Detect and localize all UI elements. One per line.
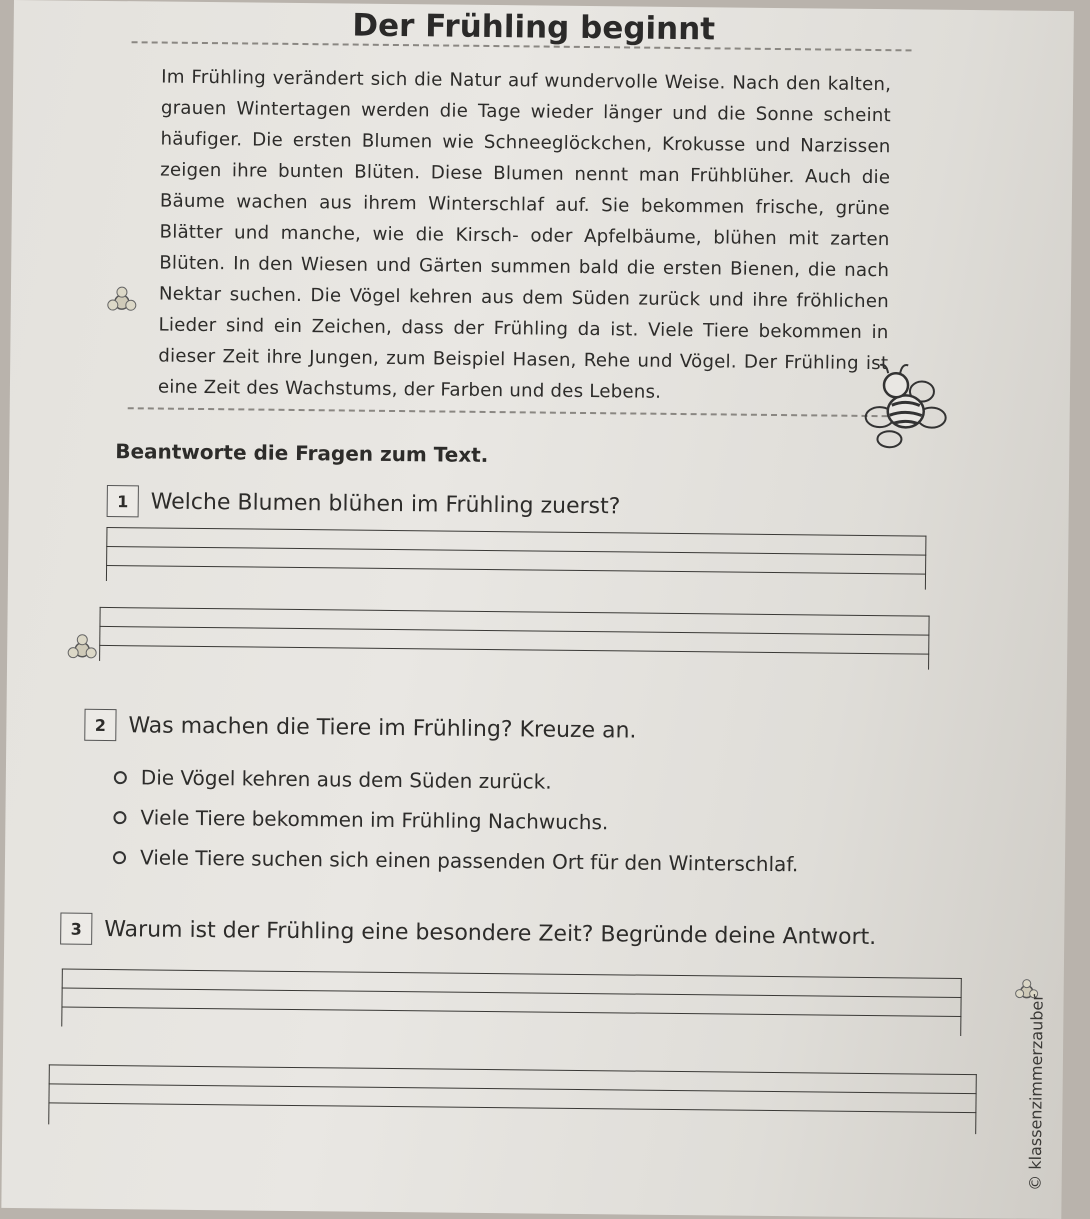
answer-lines[interactable] [61, 969, 962, 1036]
checkbox-circle[interactable] [113, 811, 126, 824]
answer-lines[interactable] [106, 527, 927, 590]
flower-icon [105, 285, 139, 319]
reading-text: Im Frühling verändert sich die Natur auf wundervolle Weise. Nach den kalten, grauen Wintertagen werden die Tage wieder länger und die Sonne scheint häufiger. Die ersten Blumen wie Schneeglöckchen, Krokusse und Narzissen zeigen ihre bunten Blüten. Diese Blumen nennt man Frühblüher. Auch die Bäume wachen aus ihrem Winterschlaf auf. Sie bekommen frische, grüne Blätter und manche, wie die Kirsch- oder Apfelbäume, blühen mit zarten Blüten. In den Wiesen und Gärten summen bald die ersten Bienen, die nach Nektar suchen. Die Vögel kehren aus dem Süden zurück und ihre fröhlichen Lieder sind ein Zeichen, dass der Frühling da ist. Viele Tiere bekommen in dieser Zeit ihre Jungen, zum Beispiel Hasen, Rehe und Vögel. Der Frühling ist eine Zeit des Wachstums, der Farben und des Lebens. [157, 66, 892, 403]
question-number: 2 [84, 709, 116, 741]
option-list [113, 757, 800, 884]
bee-icon [851, 359, 962, 456]
checkbox-circle[interactable] [114, 771, 127, 784]
task-instruction: Beantworte die Fragen zum Text. [115, 439, 489, 467]
worksheet-page [1, 0, 1074, 1219]
reading-text-box [128, 41, 912, 417]
question-2 [84, 709, 636, 747]
answer-lines[interactable] [99, 607, 930, 670]
option-label: Viele Tiere suchen sich einen passenden Ort für den Winterschlaf. [139, 845, 799, 877]
flower-icon [65, 633, 99, 667]
question-number: 3 [60, 913, 92, 945]
option-label: Viele Tiere bekommen im Frühling Nachwuchs. [140, 805, 609, 835]
worksheet-title: Der Frühling beginnt [352, 7, 716, 48]
question-3 [60, 913, 876, 954]
checkbox-circle[interactable] [113, 851, 126, 864]
copyright-note: © klassenzimmerzauber [1025, 994, 1047, 1191]
option-label: Die Vögel kehren aus dem Süden zurück. [140, 765, 552, 794]
answer-lines[interactable] [48, 1064, 977, 1134]
question-1 [107, 485, 621, 522]
question-text: Welche Blumen blühen im Frühling zuerst? [150, 488, 621, 519]
question-text: Warum ist der Frühling eine besondere Zeit? Begründe deine Antwort. [104, 916, 877, 950]
question-text: Was machen die Tiere im Frühling? Kreuze an. [128, 712, 637, 744]
option-item[interactable] [113, 837, 799, 884]
question-number: 1 [107, 485, 139, 517]
